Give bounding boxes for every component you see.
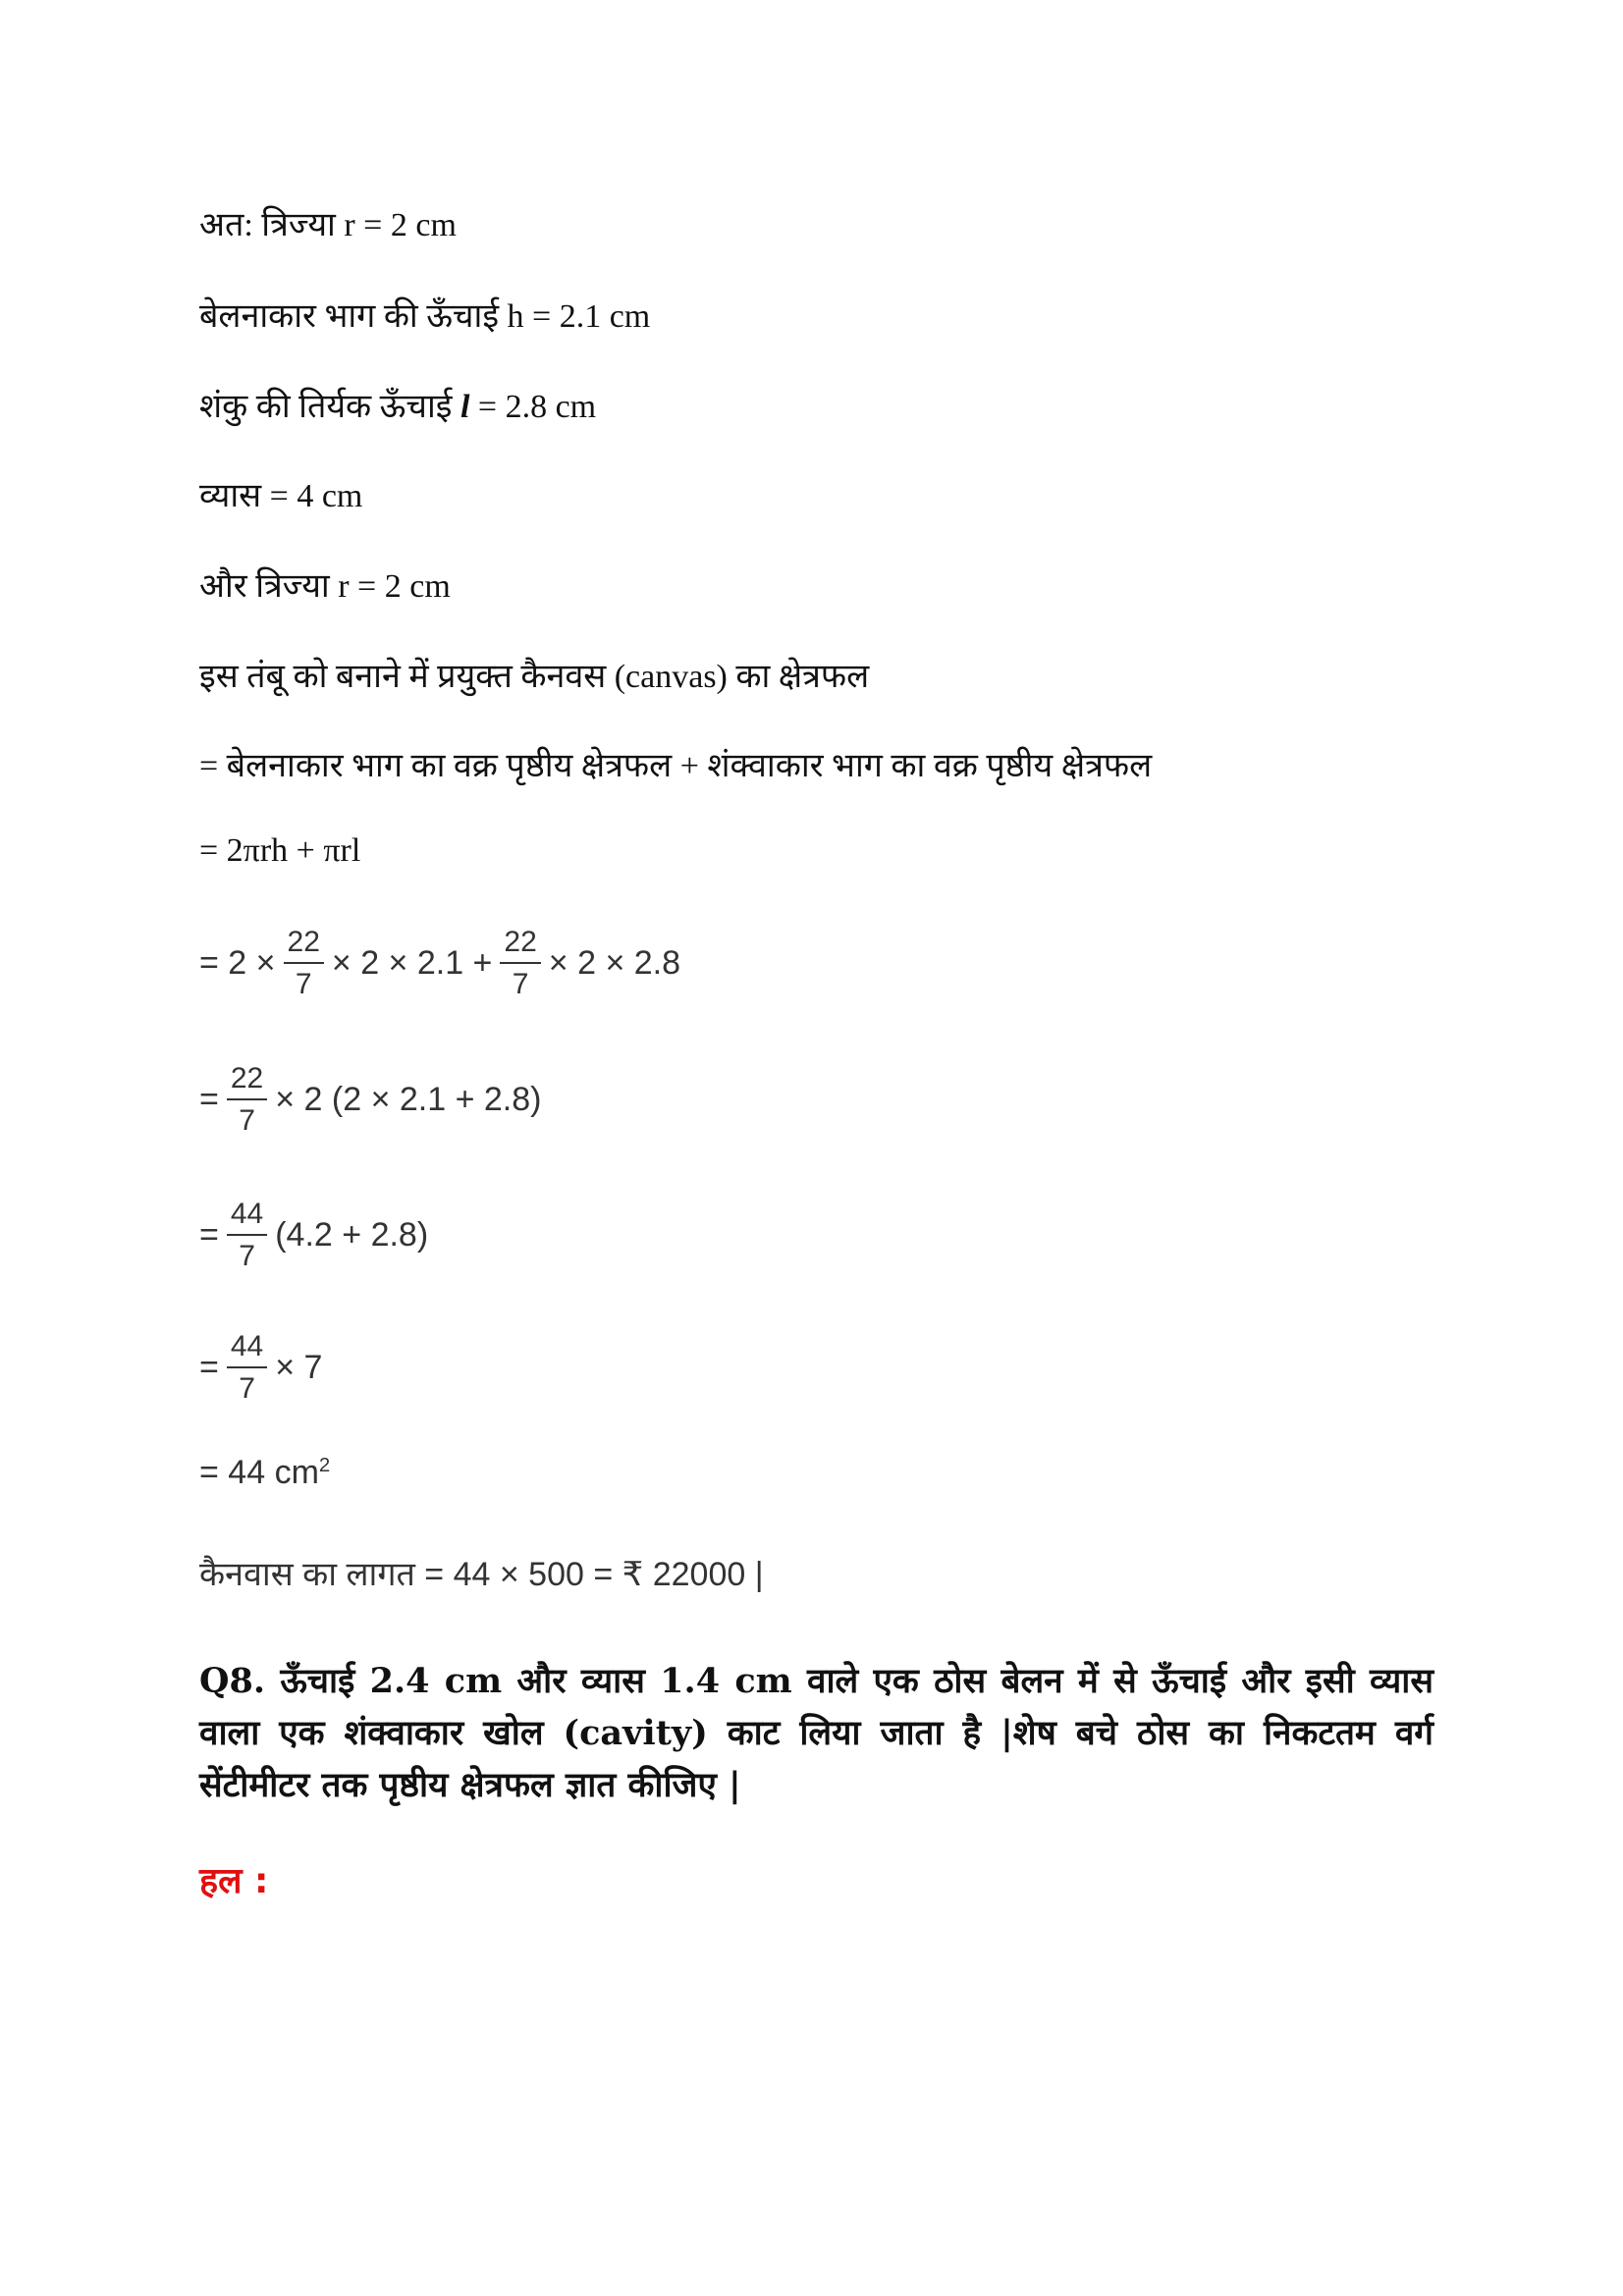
step-text: × 7	[275, 1349, 323, 1386]
radius-line: अत: त्रिज्या r = 2 cm	[199, 207, 457, 243]
denominator: 7	[239, 1104, 255, 1137]
denominator: 7	[239, 1372, 255, 1405]
denominator: 7	[239, 1240, 255, 1272]
slant-height-line	[199, 391, 596, 424]
denominator: 7	[295, 968, 312, 1000]
step-text: × 2 × 2.1 +	[331, 944, 493, 982]
fraction	[227, 1062, 267, 1137]
numerator: 22	[500, 926, 540, 964]
canvas-area-heading: इस तंबू को बनाने में प्रयुक्त कैनवस (canvas) का क्षेत्रफल	[199, 659, 870, 695]
question-q8: Q8. ऊँचाई 2.4 cm और व्यास 1.4 cm वाले एक ठोस बेलन में से ऊँचाई और इसी व्यास वाला एक शंक्वाकार खोल (cavity) काट लिया जाता है |शेष बचे ठोस का निकटतम वर्ग सेंटीमीटर तक पृष्ठीय क्षेत्रफल ज्ञात कीजिए |	[199, 1661, 1434, 1805]
denominator: 7	[512, 968, 529, 1000]
fraction	[227, 1330, 267, 1405]
step-3	[199, 1198, 428, 1272]
step-1	[199, 926, 680, 1000]
step-text: =	[199, 1349, 219, 1386]
slant-symbol: l	[460, 389, 470, 425]
step-text: =	[199, 1216, 219, 1254]
area-formula: = 2πrh + πrl	[199, 832, 361, 869]
numerator: 44	[227, 1198, 267, 1236]
step-2	[199, 1062, 541, 1137]
numerator: 44	[227, 1330, 267, 1368]
solution-label: हल :	[199, 1861, 269, 1901]
fraction	[284, 926, 324, 1000]
step-5	[199, 1454, 331, 1492]
step-text: × 2 × 2.8	[548, 944, 681, 982]
slant-value: = 2.8 cm	[477, 389, 597, 425]
result	[199, 1454, 331, 1492]
height-line: बेलनाकार भाग की ऊँचाई h = 2.1 cm	[199, 298, 651, 335]
cost-line: कैनवास का लागत = 44 × 500 = ₹ 22000 |	[199, 1556, 764, 1593]
fraction	[500, 926, 540, 1000]
numerator: 22	[227, 1062, 267, 1100]
diameter-line: व्यास = 4 cm	[199, 478, 363, 514]
step-4	[199, 1330, 322, 1405]
step-text: =	[199, 1081, 219, 1118]
superscript: 2	[318, 1454, 331, 1476]
area-formula-words: = बेलनाकार भाग का वक्र पृष्ठीय क्षेत्रफल + शंक्वाकार भाग का वक्र पृष्ठीय क्षेत्रफल	[199, 748, 1153, 784]
step-text: = 44 cm	[199, 1454, 319, 1492]
step-text: × 2 (2 × 2.1 + 2.8)	[275, 1081, 542, 1118]
radius-line-2: और त्रिज्या r = 2 cm	[199, 568, 451, 605]
step-text: (4.2 + 2.8)	[275, 1216, 429, 1254]
numerator: 22	[284, 926, 324, 964]
step-text: = 2 ×	[199, 944, 276, 982]
fraction	[227, 1198, 267, 1272]
slant-label: शंकु की तिर्यक ऊँचाई	[199, 389, 453, 425]
